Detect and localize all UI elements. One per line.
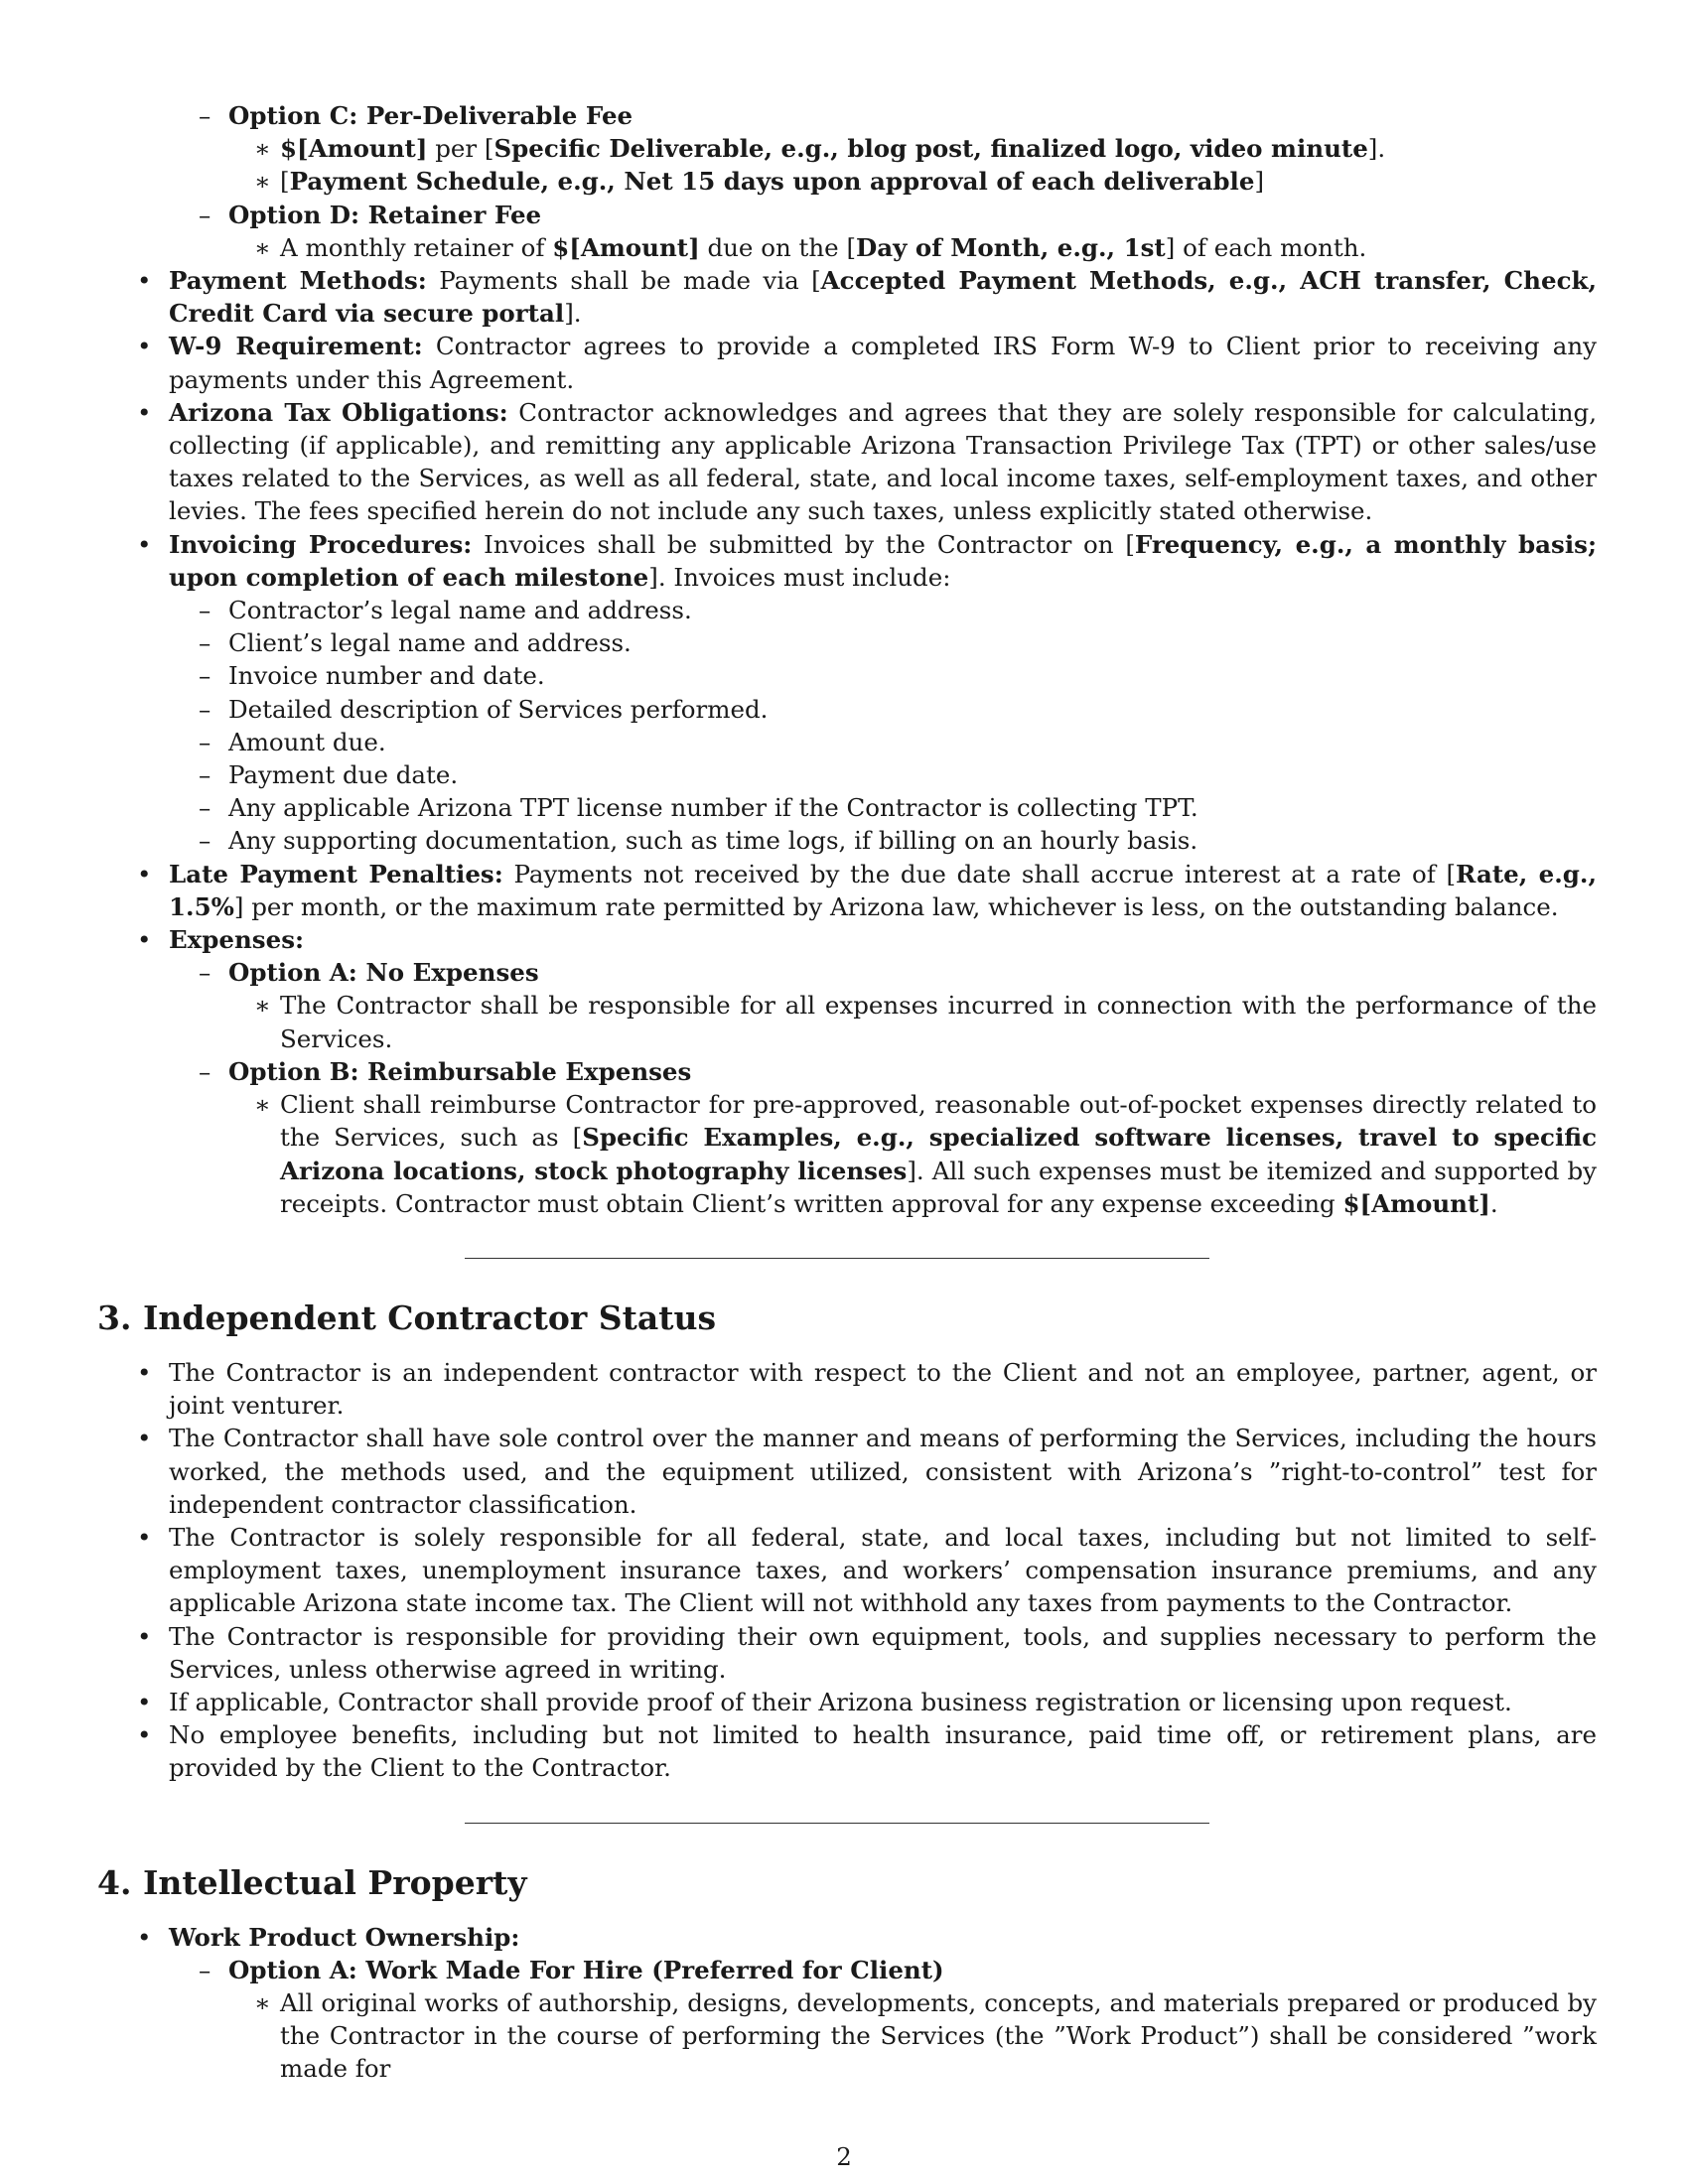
- section-divider: [465, 1258, 1209, 1259]
- page-content: [97, 99, 1597, 2086]
- section-4-heading: 4. Intellectual Property: [97, 1862, 527, 1902]
- list-item: ∗ Client shall reimburse Contractor for pre-approved, reasonable out-of-pocket expenses directly related to the Services, such as [Specific Examples, e.g., specialized software licenses, travel to specific Arizona locations, stock photography licenses]. All such expenses must be itemized and supported by receipts. Contractor must obtain Client’s written approval for any expense exceeding $[Amount].: [228, 1088, 1597, 1220]
- list-item: • The Contractor is an independent contractor with respect to the Client and not an employee, partner, agent, or joint venturer.: [97, 1356, 1597, 1422]
- list-item: • The Contractor shall have sole control over the manner and means of performing the Services, including the hours worked, the methods used, and the equipment utilized, consistent with Arizona’s ”right-to-control” test for independent contractor classification.: [97, 1422, 1597, 1521]
- list-item: – Payment due date.: [169, 758, 1597, 791]
- work-product-options: [169, 1954, 1597, 2086]
- list-item: • No employee benefits, including but not limited to health insurance, paid time off, or retirement plans, are provided by the Client to the Contractor.: [97, 1718, 1597, 1784]
- option-d-title: Option D: Retainer Fee: [228, 200, 542, 229]
- expenses-option-a: – Option A: No Expenses ∗ The Contractor shall be responsible for all expenses incurred in connection with the performance of the Services.: [169, 956, 1597, 1055]
- work-product-item: • Work Product Ownership: – Option A: Work Made For Hire (Preferred for Client) ∗ All original works of authorship, designs, developments, concepts, and materials prepared or produced by the Contractor in the course of performing the Services (the ”Work Product”) shall be considered ”work made for: [97, 1921, 1597, 2086]
- list-item: ∗ The Contractor shall be responsible for all expenses incurred in connection with the performance of the Services.: [228, 989, 1597, 1054]
- list-item: – Contractor’s legal name and address.: [169, 594, 1597, 626]
- az-tax-item: • Arizona Tax Obligations: Contractor acknowledges and agrees that they are solely responsible for calculating, collecting (if applicable), and remitting any applicable Arizona Transaction Privilege Tax (TPT) or other sales/use taxes related to the Services, as well as all federal, state, and local income taxes, self-employment taxes, and other levies. The fees specified herein do not include any such taxes, unless explicitly stated otherwise.: [97, 396, 1597, 528]
- expenses-option-b: – Option B: Reimbursable Expenses ∗ Client shall reimburse Contractor for pre-approved, reasonable out-of-pocket expenses directly related to the Services, such as [Specific Examples, e.g., specialized software licenses, travel to specific Arizona locations, stock photography licenses]. All such expenses must be itemized and supported by receipts. Contractor must obtain Client’s written approval for any expense exceeding $[Amount].: [169, 1055, 1597, 1220]
- work-product-option-a: – Option A: Work Made For Hire (Preferred for Client) ∗ All original works of authorship, designs, developments, concepts, and materials prepared or produced by the Contractor in the course of performing the Services (the ”Work Product”) shall be considered ”work made for: [169, 1954, 1597, 2086]
- list-item: – Amount due.: [169, 726, 1597, 758]
- option-c-item-1: ∗ $[Amount] per [Specific Deliverable, e.g., blog post, finalized logo, video minute].: [228, 132, 1597, 165]
- list-item: • The Contractor is solely responsible for all federal, state, and local taxes, including but not limited to self-employment taxes, unemployment insurance taxes, and workers’ compensation insurance premiums, and any applicable Arizona state income tax. The Client will not withhold any taxes from payments to the Contractor.: [97, 1521, 1597, 1620]
- section-4-list: [97, 1921, 1597, 2086]
- payment-terms-list: [97, 99, 1597, 1220]
- list-item: • The Contractor is responsible for providing their own equipment, tools, and supplies necessary to perform the Services, unless otherwise agreed in writing.: [97, 1620, 1597, 1686]
- expenses-options-list: [169, 956, 1597, 1220]
- list-item: – Invoice number and date.: [169, 659, 1597, 692]
- section-3-list: [97, 1356, 1597, 1785]
- list-item: – Any supporting documentation, such as time logs, if billing on an hourly basis.: [169, 824, 1597, 857]
- section-divider: [465, 1823, 1209, 1824]
- invoice-requirements-list: [169, 594, 1597, 858]
- list-item: ∗ All original works of authorship, designs, developments, concepts, and materials prepared or produced by the Contractor in the course of performing the Services (the ”Work Product”) shall be considered ”work made for: [228, 1986, 1597, 2086]
- option-d-item-1: ∗ A monthly retainer of $[Amount] due on the [Day of Month, e.g., 1st] of each month.: [228, 231, 1597, 264]
- invoicing-item: • Invoicing Procedures: Invoices shall be submitted by the Contractor on [Frequency, e.g., a monthly basis; upon completion of each milestone]. Invoices must include: – Contractor’s legal name and address. – Client’s legal name and address. – Invoice number and date. – Detailed description of Services performed. – Amount due. – Payment due date. – Any applicable Arizona TPT license number if the Contractor is collecting TPT. – Any supporting documentation, such as time logs, if billing on an hourly basis.: [97, 528, 1597, 858]
- option-d: [169, 199, 1597, 264]
- expenses-option-a-items: [228, 989, 1597, 1054]
- option-d-items: [228, 231, 1597, 264]
- list-item: – Detailed description of Services performed.: [169, 693, 1597, 726]
- work-product-option-a-items: [228, 1986, 1597, 2086]
- expenses-item: • Expenses: – Option A: No Expenses ∗ The Contractor shall be responsible for all expenses incurred in connection with the performance of the Services. – Option B: Reimbursable Expenses ∗ Client shall reimburse Contractor for pre-approved, reasonable out-of-pocket expenses directly related to the Services, such as [Specific Examples, e.g., specialized software licenses, travel to specific Arizona locations, stock photography licenses]. All such expenses must be itemized and supported by receipts. Contractor must obtain Client’s written approval for any expense exceeding $[Amount].: [97, 923, 1597, 1220]
- list-item: – Any applicable Arizona TPT license number if the Contractor is collecting TPT.: [169, 791, 1597, 824]
- payment-methods-item: • Payment Methods: Payments shall be made via [Accepted Payment Methods, e.g., ACH transfer, Check, Credit Card via secure portal].: [97, 264, 1597, 330]
- list-item: – Client’s legal name and address.: [169, 626, 1597, 659]
- list-item: • If applicable, Contractor shall provide proof of their Arizona business registration or licensing upon request.: [97, 1686, 1597, 1718]
- option-c-items: [228, 132, 1597, 198]
- late-payment-item: • Late Payment Penalties: Payments not received by the due date shall accrue interest at a rate of [Rate, e.g., 1.5%] per month, or the maximum rate permitted by Arizona law, whichever is less, on the outstanding balance.: [97, 858, 1597, 923]
- expenses-option-b-items: [228, 1088, 1597, 1220]
- fee-options-list: [169, 99, 1597, 264]
- option-c-title: Option C: Per-Deliverable Fee: [228, 101, 633, 130]
- continued-fee-options: [97, 99, 1597, 264]
- section-3-heading: 3. Independent Contractor Status: [97, 1297, 717, 1337]
- w9-item: • W-9 Requirement: Contractor agrees to provide a completed IRS Form W-9 to Client prior to receiving any payments under this Agreement.: [97, 330, 1597, 395]
- option-c-item-2: ∗ [Payment Schedule, e.g., Net 15 days upon approval of each deliverable]: [228, 165, 1597, 198]
- option-c: [169, 99, 1597, 199]
- page-number: 2: [836, 2142, 852, 2171]
